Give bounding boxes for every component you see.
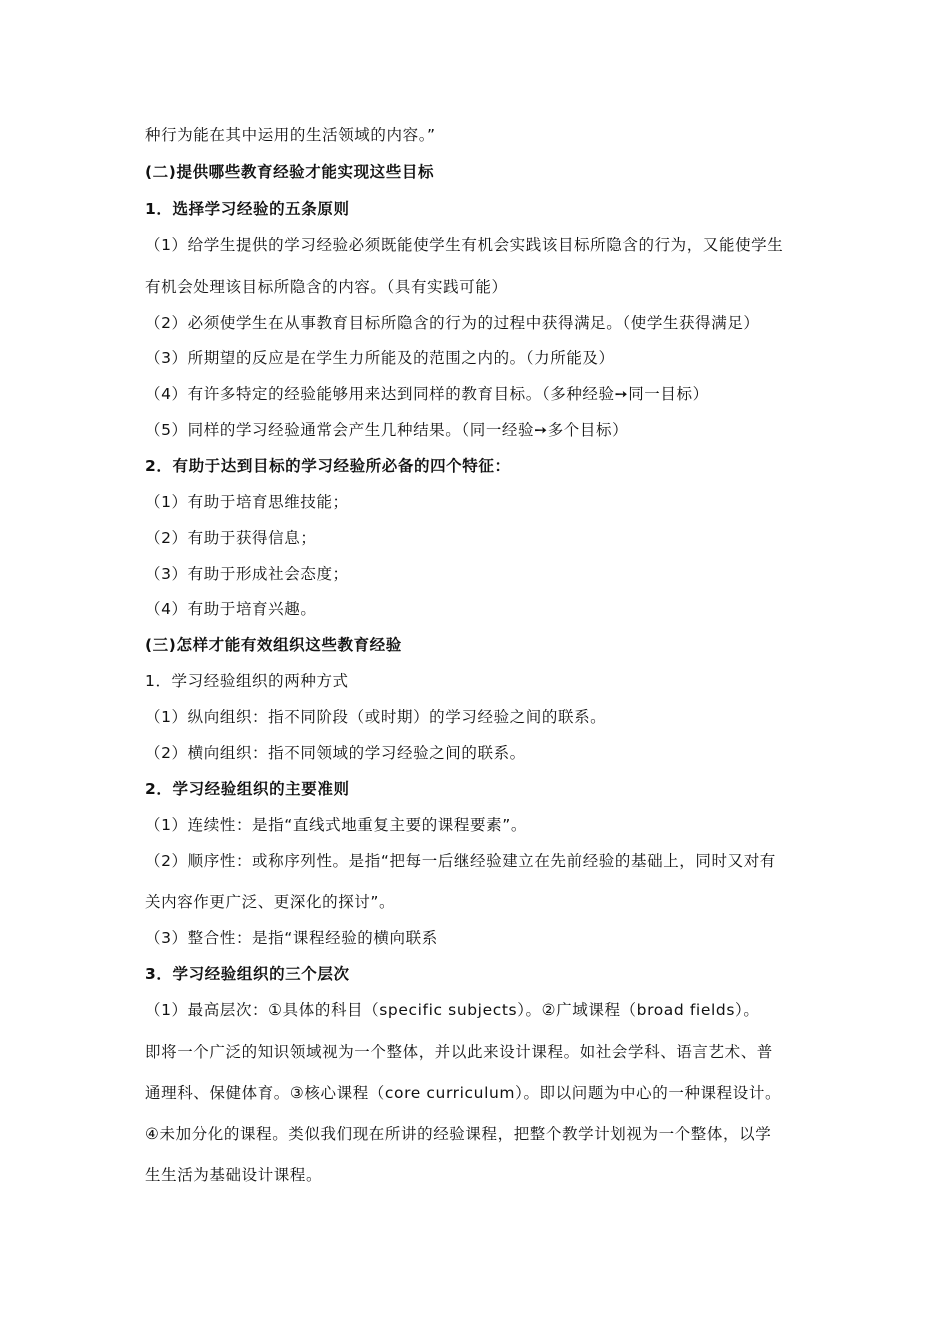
list-item: （1）纵向组织：指不同阶段（或时期）的学习经验之间的联系。 xyxy=(145,708,607,726)
section-heading: (三)怎样才能有效组织这些教育经验 xyxy=(145,636,402,654)
list-item-continuation: ④未加分化的课程。类似我们现在所讲的经验课程，把整个教学计划视为一个整体，以学 xyxy=(145,1125,772,1143)
list-item-continuation: 生生活为基础设计课程。 xyxy=(145,1166,323,1184)
subsection-heading: 1．选择学习经验的五条原则 xyxy=(145,200,350,218)
subsection-heading: 2．学习经验组织的主要准则 xyxy=(145,780,350,798)
list-item: （1）有助于培育思维技能； xyxy=(145,493,349,511)
list-item: （1）给学生提供的学习经验必须既能使学生有机会实践该目标所隐含的行为，又能使学生 xyxy=(145,236,784,254)
body-text-line: 种行为能在其中运用的生活领域的内容。” xyxy=(145,126,436,144)
list-item-continuation: 通理科、保健体育。③核心课程（core curriculum）。即以问题为中心的一种课程设计。 xyxy=(145,1084,782,1102)
list-item: （1）最高层次：①具体的科目（specific subjects）。②广域课程（broad fields）。 xyxy=(145,1001,760,1019)
list-item: （3）有助于形成社会态度； xyxy=(145,565,349,583)
list-item: （2）顺序性：或称序列性。是指“把每一后继经验建立在先前经验的基础上，同时又对有 xyxy=(145,852,776,870)
list-item: （1）连续性：是指“直线式地重复主要的课程要素”。 xyxy=(145,816,527,834)
subsection-heading: 2．有助于达到目标的学习经验所必备的四个特征： xyxy=(145,457,511,475)
list-item: （4）有许多特定的经验能够用来达到同样的教育目标。（多种经验➙同一目标） xyxy=(145,385,709,403)
list-item: （3）整合性：是指“课程经验的横向联系 xyxy=(145,929,438,947)
list-item-continuation: 即将一个广泛的知识领域视为一个整体，并以此来设计课程。如社会学科、语言艺术、普 xyxy=(145,1043,773,1061)
subsection-heading: 1．学习经验组织的两种方式 xyxy=(145,672,349,690)
list-item: （2）必须使学生在从事教育目标所隐含的行为的过程中获得满足。（使学生获得满足） xyxy=(145,314,760,332)
subsection-heading: 3．学习经验组织的三个层次 xyxy=(145,965,350,983)
list-item: （2）横向组织：指不同领域的学习经验之间的联系。 xyxy=(145,744,526,762)
list-item: （5）同样的学习经验通常会产生几种结果。（同一经验➙多个目标） xyxy=(145,421,629,439)
section-heading: (二)提供哪些教育经验才能实现这些目标 xyxy=(145,163,435,181)
list-item-continuation: 关内容作更广泛、更深化的探讨”。 xyxy=(145,893,396,911)
list-item: （3）所期望的反应是在学生力所能及的范围之内的。（力所能及） xyxy=(145,349,615,367)
list-item: （2）有助于获得信息； xyxy=(145,529,317,547)
list-item: （4）有助于培育兴趣。 xyxy=(145,600,317,618)
list-item-continuation: 有机会处理该目标所隐含的内容。（具有实践可能） xyxy=(145,278,508,296)
